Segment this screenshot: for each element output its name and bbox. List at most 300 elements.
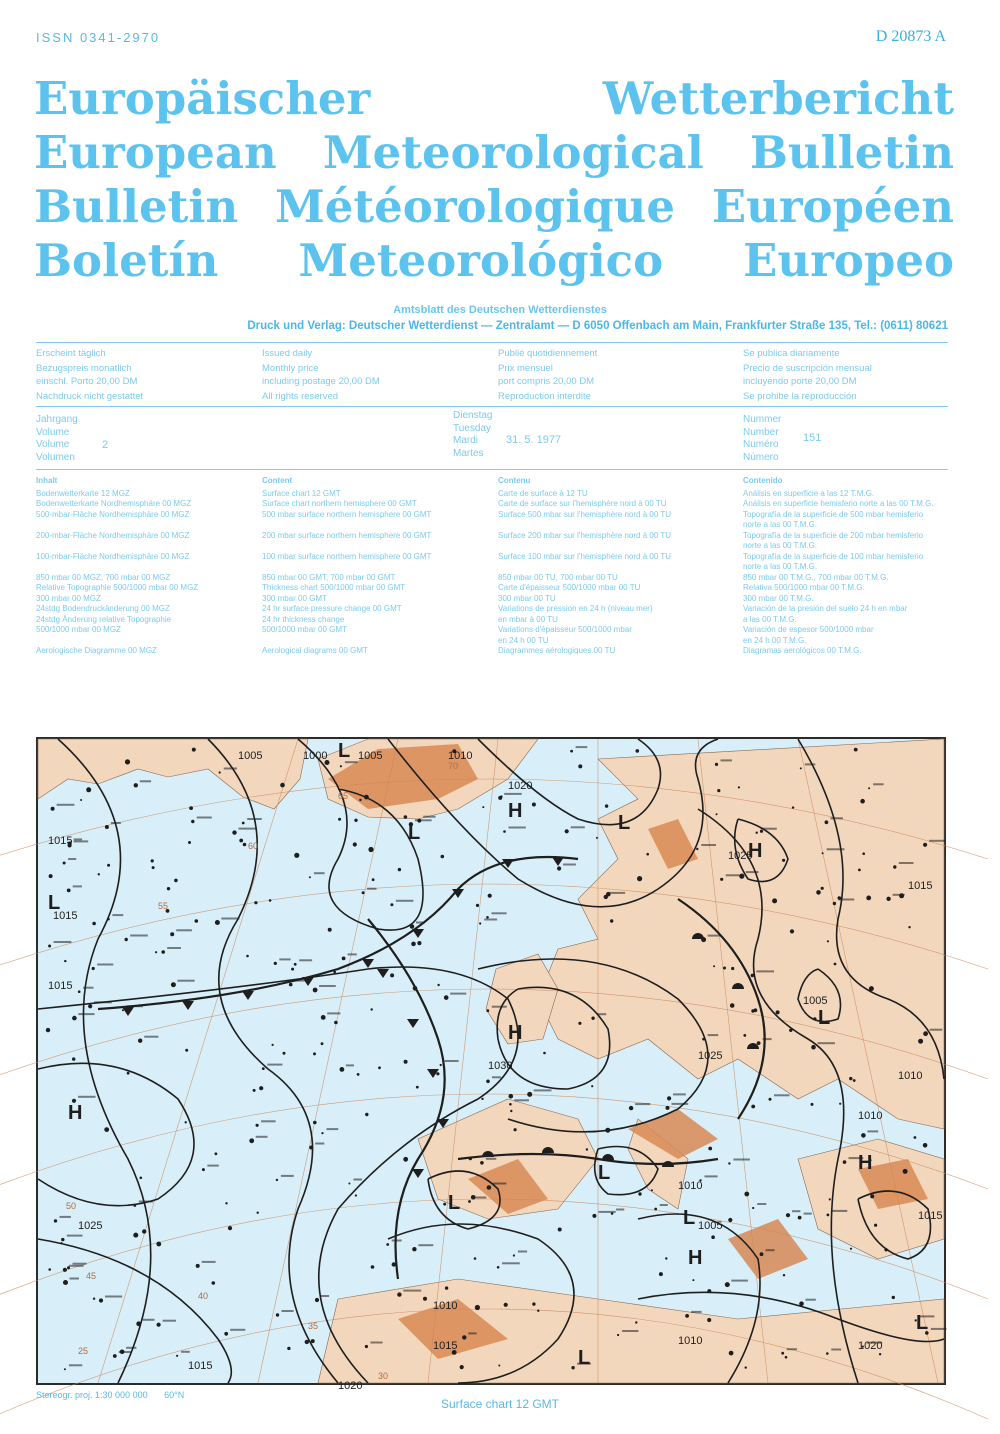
station-marker (471, 1195, 476, 1200)
contents-item: 200-mbar-Fläche Nordhemisphäre 00 MGZ (36, 530, 190, 540)
contents-item: Análisis en superficie a las 12 T.M.G. (743, 488, 875, 498)
station-marker (685, 1314, 689, 1318)
station-marker (476, 904, 479, 907)
station-marker (338, 818, 341, 821)
contents-item (262, 562, 431, 573)
station-data-glyph (197, 817, 212, 819)
station-marker (49, 874, 53, 878)
station-marker (488, 894, 492, 898)
station-marker (783, 1274, 785, 1276)
station-marker (309, 1146, 313, 1150)
station-data-glyph (163, 1320, 176, 1322)
station-marker (125, 759, 130, 764)
contents-heading: Inhalt (36, 476, 58, 485)
station-marker (782, 859, 785, 862)
station-marker (372, 878, 375, 881)
station-data-glyph (492, 1006, 507, 1008)
station-marker (860, 799, 865, 804)
station-data-glyph (315, 1143, 324, 1145)
station-data-glyph (635, 1103, 650, 1105)
station-marker (474, 1257, 477, 1260)
station-marker (843, 1160, 847, 1164)
divider (36, 406, 948, 407)
station-marker (161, 950, 165, 954)
station-marker (232, 830, 236, 834)
station-marker (157, 1323, 161, 1327)
station-marker (365, 1345, 368, 1348)
title-word: Météorologique (274, 180, 676, 233)
latitude-label: 55 (158, 901, 169, 911)
contents-heading: Contenido (743, 476, 783, 485)
station-marker (592, 1214, 596, 1218)
masthead-titles (34, 72, 954, 288)
isobar-label: 1025 (78, 1220, 103, 1232)
contents-item: en mbar à 00 TU (498, 614, 558, 624)
station-data-glyph (230, 1329, 245, 1331)
contents-item: 850 mbar 00 T.M.G., 700 mbar 00 T.M.G. (743, 572, 889, 582)
terrain-patch (728, 1219, 808, 1279)
contents-heading: Contenu (498, 476, 531, 485)
station-marker (353, 842, 357, 846)
title-spanish (34, 234, 954, 288)
station-marker (357, 1073, 360, 1076)
station-data-glyph (563, 864, 576, 866)
station-data-glyph (818, 1042, 835, 1044)
station-marker (923, 843, 927, 847)
isobar-label: 1025 (728, 850, 753, 862)
station-marker (696, 848, 698, 850)
station-marker (811, 1103, 814, 1106)
station-marker (717, 789, 720, 792)
station-data-glyph (177, 980, 194, 982)
station-marker (256, 1124, 259, 1127)
station-data-glyph (416, 922, 425, 924)
contents-item: Aerological diagrams 00 GMT (262, 646, 368, 655)
station-marker (156, 1242, 161, 1247)
latitude-label: 65 (338, 791, 349, 801)
contents-item: 24stdg Änderung relative Topographie (36, 614, 172, 624)
station-marker (637, 876, 642, 881)
station-marker (738, 786, 740, 788)
station-data-glyph (346, 1064, 354, 1066)
station-data-glyph (127, 1005, 143, 1007)
pressure-centre-low: L (916, 1312, 929, 1334)
station-marker (460, 1365, 464, 1369)
station-marker (289, 983, 293, 987)
station-marker (397, 1292, 401, 1296)
number-label: Nummer (743, 414, 782, 425)
station-marker (313, 1121, 317, 1125)
isobar-label: 1010 (678, 1180, 703, 1192)
station-marker (827, 1214, 830, 1217)
station-marker (305, 1340, 309, 1344)
contents-item: a las 00 T.M.G. (743, 614, 797, 624)
pressure-centre-low: L (578, 1347, 591, 1369)
station-marker (215, 1152, 218, 1155)
station-marker (365, 1113, 368, 1116)
station-data-glyph (176, 929, 192, 931)
station-marker (272, 1044, 274, 1046)
station-data-glyph (766, 1249, 775, 1251)
station-marker (93, 1298, 95, 1300)
pressure-centre-low: L (48, 892, 61, 914)
station-data-glyph (73, 1263, 87, 1265)
contents-item: Bodenwetterkarte Nordhemisphäre 00 MGZ (36, 499, 192, 508)
contents-item: 500/1000 mbar 00 MGZ (36, 625, 121, 634)
title-word: Boletín (34, 234, 219, 287)
station-marker (659, 1272, 663, 1276)
station-marker (666, 1106, 670, 1110)
station-marker (437, 984, 439, 986)
station-marker (731, 967, 734, 970)
station-marker (228, 1226, 232, 1230)
isobar-label: 1015 (48, 980, 73, 992)
station-marker (636, 749, 640, 753)
cold-front-triangle (362, 959, 374, 968)
station-marker (756, 832, 758, 834)
title-word: Europäischer (34, 72, 371, 125)
station-marker (850, 1248, 852, 1250)
station-marker (591, 1017, 594, 1020)
station-marker (63, 862, 66, 865)
isobar-label: 1005 (698, 1220, 723, 1232)
station-marker (503, 830, 506, 833)
station-data-glyph (726, 874, 740, 876)
station-data-glyph (57, 804, 75, 806)
station-marker (760, 830, 763, 833)
station-data-glyph (69, 1364, 82, 1366)
station-data-glyph (832, 1210, 847, 1212)
station-marker (870, 1194, 874, 1198)
title-word: Meteorológico (298, 234, 664, 287)
station-marker (274, 962, 277, 965)
station-data-glyph (827, 848, 845, 850)
contents-column-fr (498, 476, 671, 657)
station-data-glyph (139, 1201, 153, 1203)
title-word: Wetterbericht (602, 72, 954, 125)
station-marker (923, 1143, 928, 1148)
contents-item (36, 520, 198, 531)
station-marker (412, 1247, 416, 1251)
contents-column-de (36, 476, 198, 657)
station-data-glyph (763, 1038, 772, 1040)
station-marker (122, 1009, 124, 1011)
isobar-label: 1025 (698, 1050, 723, 1062)
station-data-glyph (319, 985, 336, 987)
station-marker (729, 1351, 734, 1356)
number-label: Number (743, 426, 779, 438)
contents-item: 850 mbar 00 GMT, 700 mbar 00 GMT (262, 572, 396, 582)
station-marker (78, 990, 81, 993)
station-data-glyph (130, 935, 148, 937)
station-marker (790, 929, 794, 933)
station-marker (313, 1052, 316, 1055)
station-marker (80, 799, 82, 801)
station-marker (313, 988, 318, 993)
station-marker (527, 1092, 532, 1097)
station-data-glyph (112, 914, 123, 916)
warm-front-semicircle (602, 1154, 614, 1160)
contents-item: 300 mbar 00 T.M.G. (743, 593, 814, 603)
station-marker (781, 1352, 784, 1355)
longitude-line (258, 739, 398, 1383)
day-labels (453, 410, 492, 460)
station-data-glyph (597, 1013, 606, 1015)
station-data-glyph (616, 1209, 624, 1211)
contents-item: Análisis en superficie hemisferio norte a las 00 T.M.G. (743, 499, 934, 508)
station-marker (481, 1098, 483, 1100)
station-marker (509, 1094, 514, 1099)
contents-item (498, 562, 671, 573)
title-word: European (34, 126, 277, 179)
station-marker (276, 1313, 279, 1316)
info-line: Erscheint täglich (36, 348, 106, 359)
station-marker (92, 967, 95, 970)
station-marker (99, 1298, 103, 1302)
info-line: Bezugspreis monatlich (36, 363, 132, 374)
info-line: einschl. Porto 20,00 DM (36, 376, 138, 387)
station-marker (475, 1305, 480, 1310)
station-data-glyph (221, 918, 239, 920)
station-marker (410, 924, 415, 929)
station-marker (586, 1148, 588, 1150)
station-data-glyph (415, 819, 432, 821)
volume-label: Volume (36, 426, 70, 438)
cold-front-triangle (182, 1001, 194, 1010)
cold-front-triangle (122, 1007, 134, 1016)
station-data-glyph (598, 1211, 615, 1213)
station-data-glyph (701, 844, 716, 846)
station-marker (858, 869, 861, 872)
station-marker (743, 1034, 746, 1037)
contents-item: 24stdg Bodendruckänderung 00 MGZ (36, 604, 170, 613)
contents-item: Topografía de la superficie de 100 mbar hemisferio (743, 551, 924, 561)
station-data-glyph (73, 885, 82, 887)
isobar-label: 1020 (338, 1380, 363, 1392)
station-marker (498, 1365, 500, 1367)
station-data-glyph (83, 987, 93, 989)
station-marker (63, 1280, 68, 1285)
contents-item: 300 mbar 00 MGZ (36, 593, 101, 603)
station-data-glyph (392, 1240, 402, 1242)
cold-front-triangle (242, 991, 254, 1000)
station-data-glyph (576, 746, 588, 748)
number-label: Numéro (743, 439, 779, 450)
station-marker (202, 1168, 205, 1171)
station-marker (134, 783, 138, 787)
station-marker (923, 1031, 928, 1036)
station-marker (728, 1218, 732, 1222)
station-data-glyph (502, 1262, 520, 1264)
station-marker (757, 1041, 761, 1045)
station-marker (104, 1127, 109, 1132)
latitude-label: 25 (78, 1346, 89, 1356)
station-marker (262, 1067, 265, 1070)
weather-map-graphic (38, 739, 944, 1392)
station-marker (215, 920, 220, 925)
contents-item (262, 541, 431, 552)
station-marker (486, 1080, 490, 1084)
continental-europe (538, 739, 944, 1129)
station-marker (702, 1038, 705, 1041)
station-marker (605, 1128, 610, 1133)
contents-item: Topografía de la superficie de 500 mbar hemisferio (743, 509, 924, 519)
contents-item (36, 562, 198, 573)
station-marker (701, 937, 706, 942)
station-marker (133, 1204, 136, 1207)
volume-labels (36, 414, 78, 464)
station-marker (136, 1321, 141, 1326)
latitude-reference: 60°N (164, 1390, 185, 1400)
station-marker (64, 1368, 66, 1370)
contents-item: Variación de espesor 500/1000 mbar (743, 625, 874, 634)
station-marker (92, 922, 96, 926)
station-marker (125, 938, 128, 941)
station-marker (86, 787, 91, 792)
station-marker (224, 1332, 228, 1336)
station-marker (892, 1296, 895, 1299)
station-marker (578, 764, 582, 768)
station-marker (635, 1321, 637, 1323)
isobar (38, 1063, 194, 1205)
station-data-glyph (899, 862, 914, 864)
station-data-glyph (804, 1213, 812, 1215)
station-marker (486, 1009, 489, 1012)
station-data-glyph (69, 1265, 84, 1267)
station-marker (340, 1067, 345, 1072)
station-marker (752, 1207, 754, 1209)
station-marker (605, 804, 608, 807)
station-marker (368, 847, 373, 852)
station-marker (48, 945, 51, 948)
volume-label: Volume (36, 439, 70, 450)
isobar-label: 1015 (48, 835, 73, 847)
station-marker (908, 926, 910, 928)
isobar-label: 1015 (433, 1340, 458, 1352)
station-marker (98, 873, 100, 875)
isobar-label: 1010 (858, 1110, 883, 1122)
station-data-glyph (111, 822, 121, 824)
isobar-label: 1005 (238, 750, 263, 762)
station-marker (462, 1335, 466, 1339)
station-data-glyph (518, 1251, 527, 1253)
info-line: port compris 20,00 DM (498, 376, 595, 387)
station-marker (869, 986, 874, 991)
isobar-label: 1010 (898, 1070, 923, 1082)
station-data-glyph (792, 1210, 800, 1212)
cold-front (368, 919, 445, 1279)
station-marker (196, 1264, 200, 1268)
station-marker (510, 1110, 512, 1112)
title-german (34, 72, 954, 126)
station-marker (245, 991, 247, 993)
station-marker (610, 919, 613, 922)
contents-item: 500-mbar-Fläche Nordhemisphäre 00 MGZ (36, 509, 190, 519)
station-marker (46, 1028, 50, 1032)
station-marker (191, 820, 194, 823)
issue-number: 151 (803, 432, 822, 444)
longitude-line (98, 739, 298, 1383)
isobar-label: 1005 (358, 750, 383, 762)
title-word: Bulletin (34, 180, 239, 233)
volume-value: 2 (102, 439, 109, 451)
station-data-glyph (418, 1244, 433, 1246)
contents-item: 500/1000 mbar 00 GMT (262, 625, 347, 634)
station-marker (242, 822, 245, 825)
station-marker (776, 1010, 780, 1014)
contents-heading: Content (262, 476, 293, 485)
station-marker (140, 1177, 143, 1180)
station-marker (142, 1229, 146, 1233)
station-marker (654, 1208, 657, 1211)
contents-item: Surface 200 mbar sur l'hemisphère nord à 00 TU (498, 530, 672, 540)
info-column-fr (498, 347, 597, 403)
cold-front-triangle (412, 929, 424, 938)
station-marker (423, 1297, 427, 1301)
station-marker (170, 932, 174, 936)
station-marker (500, 795, 502, 797)
title-french (34, 180, 954, 234)
subtitle: Amtsblatt des Deutschen Wetterdienstes (393, 304, 607, 316)
station-marker (798, 1216, 802, 1220)
contents-item: Diagrammes aérologiques 00 TU (498, 646, 616, 655)
station-marker (120, 1350, 125, 1355)
latitude-label: 50 (66, 1201, 77, 1211)
station-marker (155, 951, 157, 953)
info-column-en (262, 347, 380, 403)
station-marker (914, 1136, 917, 1139)
isobar-label: 1010 (448, 750, 473, 762)
station-marker (253, 1089, 256, 1092)
contents-item: Variations de pression en 24 h (niveau mer) (498, 604, 653, 613)
contents-item: 24 hr surface pressure change 00 GMT (262, 604, 402, 613)
station-data-glyph (504, 793, 522, 795)
isobar-label: 1015 (918, 1210, 943, 1222)
station-marker (440, 1064, 442, 1066)
pressure-centre-low: L (338, 740, 351, 762)
isobar-label: 1020 (858, 1340, 883, 1352)
station-marker (711, 1235, 715, 1239)
station-marker (411, 942, 416, 947)
station-marker (188, 841, 191, 844)
latitude-label: 45 (86, 1271, 97, 1281)
station-marker (720, 878, 723, 881)
station-data-glyph (247, 818, 262, 820)
contents-item: 500 mbar surface northern hemisphere 00 GMT (262, 509, 432, 519)
station-marker (243, 843, 247, 847)
station-marker (259, 1086, 263, 1090)
station-marker (291, 968, 294, 971)
station-data-glyph (721, 759, 732, 761)
station-marker (886, 897, 890, 901)
station-marker (751, 974, 755, 978)
station-marker (532, 803, 536, 807)
station-marker (799, 1301, 804, 1306)
station-marker (629, 1106, 633, 1110)
station-marker (879, 1353, 881, 1355)
surface-weather-map (36, 737, 946, 1392)
info-line: Monthly price (262, 363, 319, 374)
station-data-glyph (867, 1130, 878, 1132)
info-line: Nachdruck nicht gestattet (36, 391, 144, 402)
contents-item: Relativa 500/1000 mbar 00 T.M.G. (743, 583, 865, 592)
station-data-glyph (673, 1093, 686, 1095)
contents-item: 850 mbar 00 TU, 700 mbar 00 TU (498, 572, 618, 582)
station-data-glyph (367, 888, 376, 890)
station-marker (225, 1202, 227, 1204)
station-data-glyph (805, 763, 816, 765)
station-data-glyph (167, 947, 181, 949)
